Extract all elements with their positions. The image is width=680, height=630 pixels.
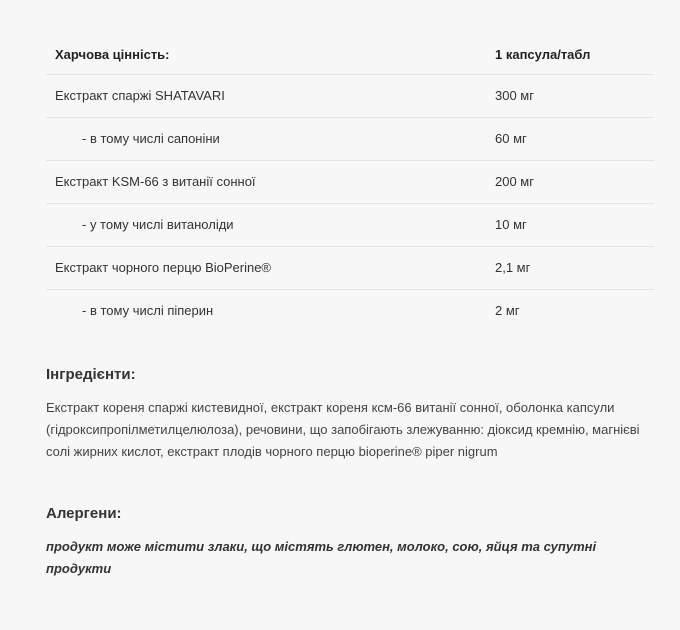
- ingredient-amount: 60 мг: [487, 117, 654, 160]
- table-row: [46, 246, 654, 289]
- table-row: [46, 289, 654, 332]
- table-row: [46, 203, 654, 246]
- ingredient-amount: 200 мг: [487, 160, 654, 203]
- table-row: [46, 117, 654, 160]
- ingredients-text: Екстракт кореня спаржі кистевидної, екстракт кореня ксм-66 витанії сонної, оболонка капсули (гідроксипропілметилцелюлоза), речовини, що запобігають злежуванню: діоксид кремнію, магнієві солі жирних кислот, екстракт плодів чорного перцю bioperine® piper nigrum: [46, 400, 640, 459]
- header-name-cell: Харчова цінність:: [46, 36, 487, 74]
- nutrition-table: [46, 36, 654, 332]
- ingredient-amount: 10 мг: [487, 203, 654, 246]
- ingredient-name: Екстракт KSM-66 з витанії сонної: [46, 160, 487, 203]
- ingredients-heading: Інгредієнти:: [46, 366, 136, 383]
- table-row: [46, 160, 654, 203]
- ingredient-amount: 300 мг: [487, 74, 654, 117]
- ingredient-amount: 2 мг: [495, 303, 520, 319]
- allergens-text: продукт може містити злаки, що містять глютен, молоко, сою, яйця та супутні продукти: [46, 539, 597, 576]
- ingredient-amount: 2,1 мг: [487, 246, 654, 289]
- ingredient-name: - в тому числі піперин: [82, 303, 214, 319]
- ingredient-name: - у тому числі витаноліди: [46, 203, 487, 246]
- table-row: [46, 74, 654, 117]
- header-value-cell: 1 капсула/табл: [487, 36, 654, 74]
- ingredient-name: - в тому числі сапоніни: [46, 117, 487, 160]
- table-header-row: [46, 36, 654, 74]
- ingredient-name: Екстракт чорного перцю BioPerine®: [46, 246, 487, 289]
- ingredient-name: Екстракт спаржі SHATAVARI: [46, 74, 487, 117]
- allergens-heading: Алергени:: [46, 505, 122, 522]
